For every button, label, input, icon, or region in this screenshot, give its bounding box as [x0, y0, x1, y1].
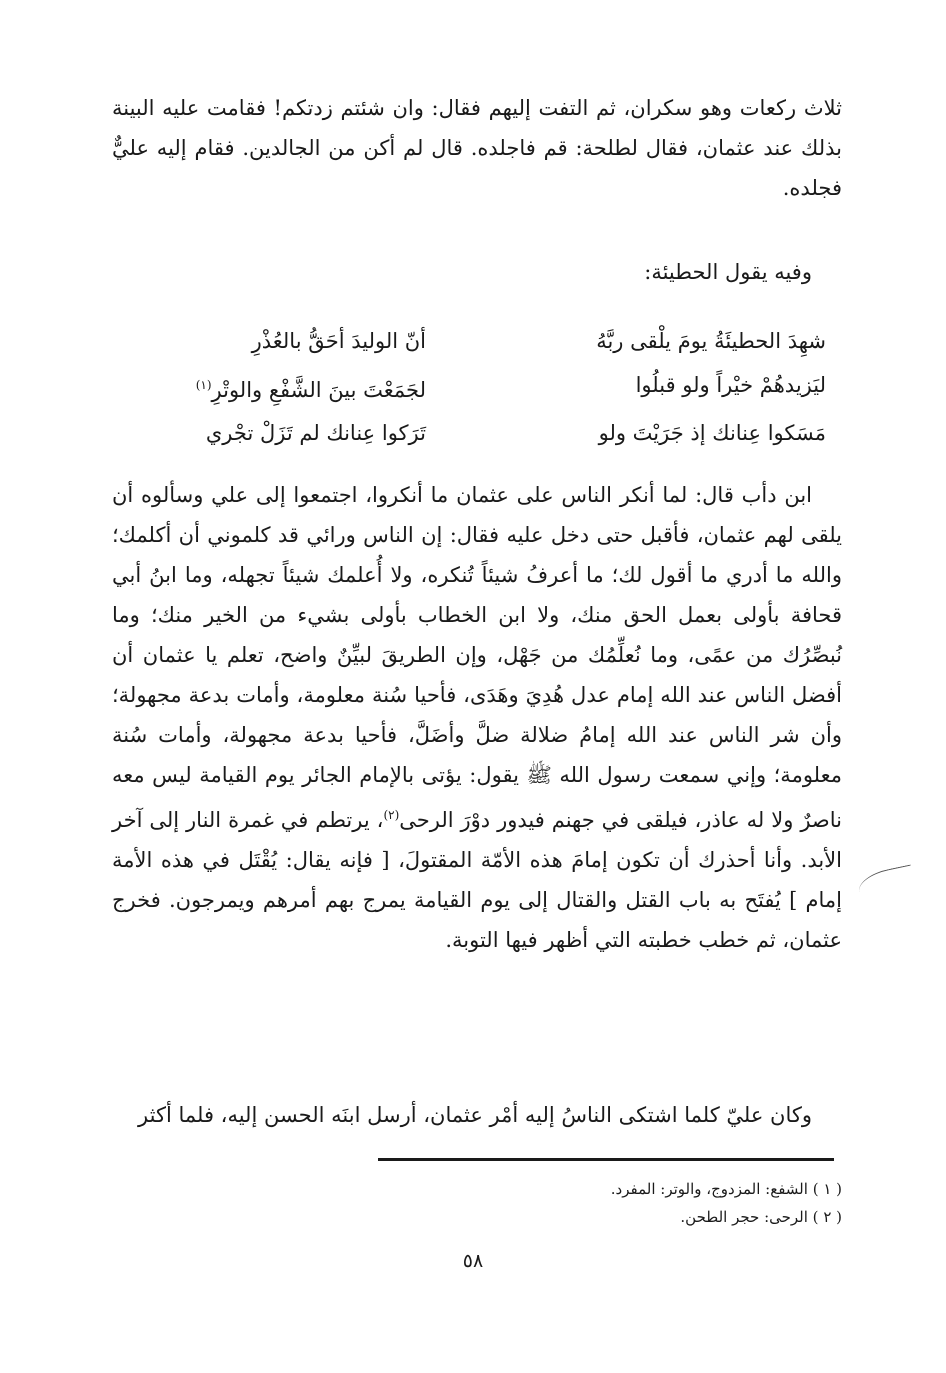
footnote-divider [378, 1158, 834, 1161]
verse-2-second-text: لجَمَعْتَ بينَ الشَّفْعِ والوتْرِ [211, 378, 426, 402]
paragraph-ibn-dab-text: ابن دأب قال: لما أنكر الناس على عثمان ما أنكروا، اجتمعوا إلى علي وسألوه أن يلقى لهم عثمان، فأقبل حتى دخل عليه فقال: إن الناس ورائي قد كلموني أن أكلمك؛ والله ما أدري ما أقول لك؛ ما أعرفُ شيئاً تُنكره، ولا أُعلمك شيئاً تجهله، وما ابنُ أبي قحافة بأولى بعمل الحق منك، ولا ابن الخطاب بأولى بشيء من الخير منك؛ وما نُبصِّرُك من عمًى، وما نُعلِّمُك من جَهْل، وإن الطريقَ لبيِّنٌ واضح، تعلم يا عثمان أن أفضل الناس عند الله إمام عدل هُدِيَ وهَدَى، فأحيا سُنة معلومة، وأمات بدعة مجهولة؛ وأن شر الناس عند الله إمامُ ضلالة ضلَّ وأضَلَّ، فأحيا بدعة مجهولة، وأمات سُنة معلومة؛ وإني سمعت رسول الله ﷺ يقول: يؤتى بالإمام الجائر يوم القيامة ليس معه ناصرٌ ولا له عاذر، فيلقى في جهنم فيدور دوْرَ الرحى [112, 483, 842, 832]
verse-2-first-hemistich: ليَزيدهُمْ خيْراً ولو قبلُوا [635, 373, 826, 397]
paragraph-ibn-dab-tail: ، يرتطم في غمرة النار إلى آخر الأبد. وأنا أحذرك أن تكون إمامَ هذه الأمّة المقتولَ، [ فإنه يقال: يُقْتَل في هذه الأمة إمام ] يُفتَح به باب القتل والقتال إلى يوم القيامة يمرج بهم أمرهم ويمرجون. فخرج عثمان، ثم خطب خطبته التي أظهر فيها التوبة. [112, 808, 842, 952]
margin-pencil-mark [856, 864, 916, 902]
verse-3-first-hemistich: مَسَكوا عِنانك إذ جَرَيْتَ ولو [598, 421, 826, 445]
verse-line-3 [96, 412, 826, 454]
footnote-ref-2[interactable]: (٢) [383, 808, 400, 822]
verse-3-second-hemistich: تَرَكوا عِنانك لم تَزَلْ تجْري [205, 421, 426, 445]
paragraph-4: وكان عليّ كلما اشتكى الناسُ إليه أمْر عثمان، أرسل ابنَه الحسن إليه، فلما أكثر [138, 1103, 812, 1127]
paragraph-ibn-dab [112, 475, 842, 960]
paragraph-verse-intro: وفيه يقول الحطيئة: [644, 260, 812, 284]
page-number: ٥٨ [462, 1250, 484, 1272]
verse-1-first-hemistich: شهِدَ الحطيئَةُ يومَ يلْقى ربَّهُ [596, 329, 826, 353]
footnote-1: ( ١ ) الشفع: المزدوج، والوتر: المفرد. [610, 1180, 842, 1198]
paragraph-1: ثلاث ركعات وهو سكران، ثم التفت إليهم فقال: وان شئتم زدتكم! فقامت عليه البينة بذلك عند عثمان، فقال لطلحة: قم فاجلده. قال لم أكن من الجالدين. فقام إليه عليٌّ فجلده. [112, 96, 842, 200]
footnote-2: ( ٢ ) الرحى: حجر الطحن. [680, 1208, 842, 1226]
verse-1-second-hemistich: أنّ الوليدَ أحَقُّ بالعُذْرِ [251, 329, 426, 353]
verse-line-2 [96, 364, 826, 406]
footnote-ref-1[interactable]: (١) [195, 378, 212, 392]
verse-line-1 [96, 320, 826, 362]
verse-2-second-hemistich [96, 364, 426, 411]
